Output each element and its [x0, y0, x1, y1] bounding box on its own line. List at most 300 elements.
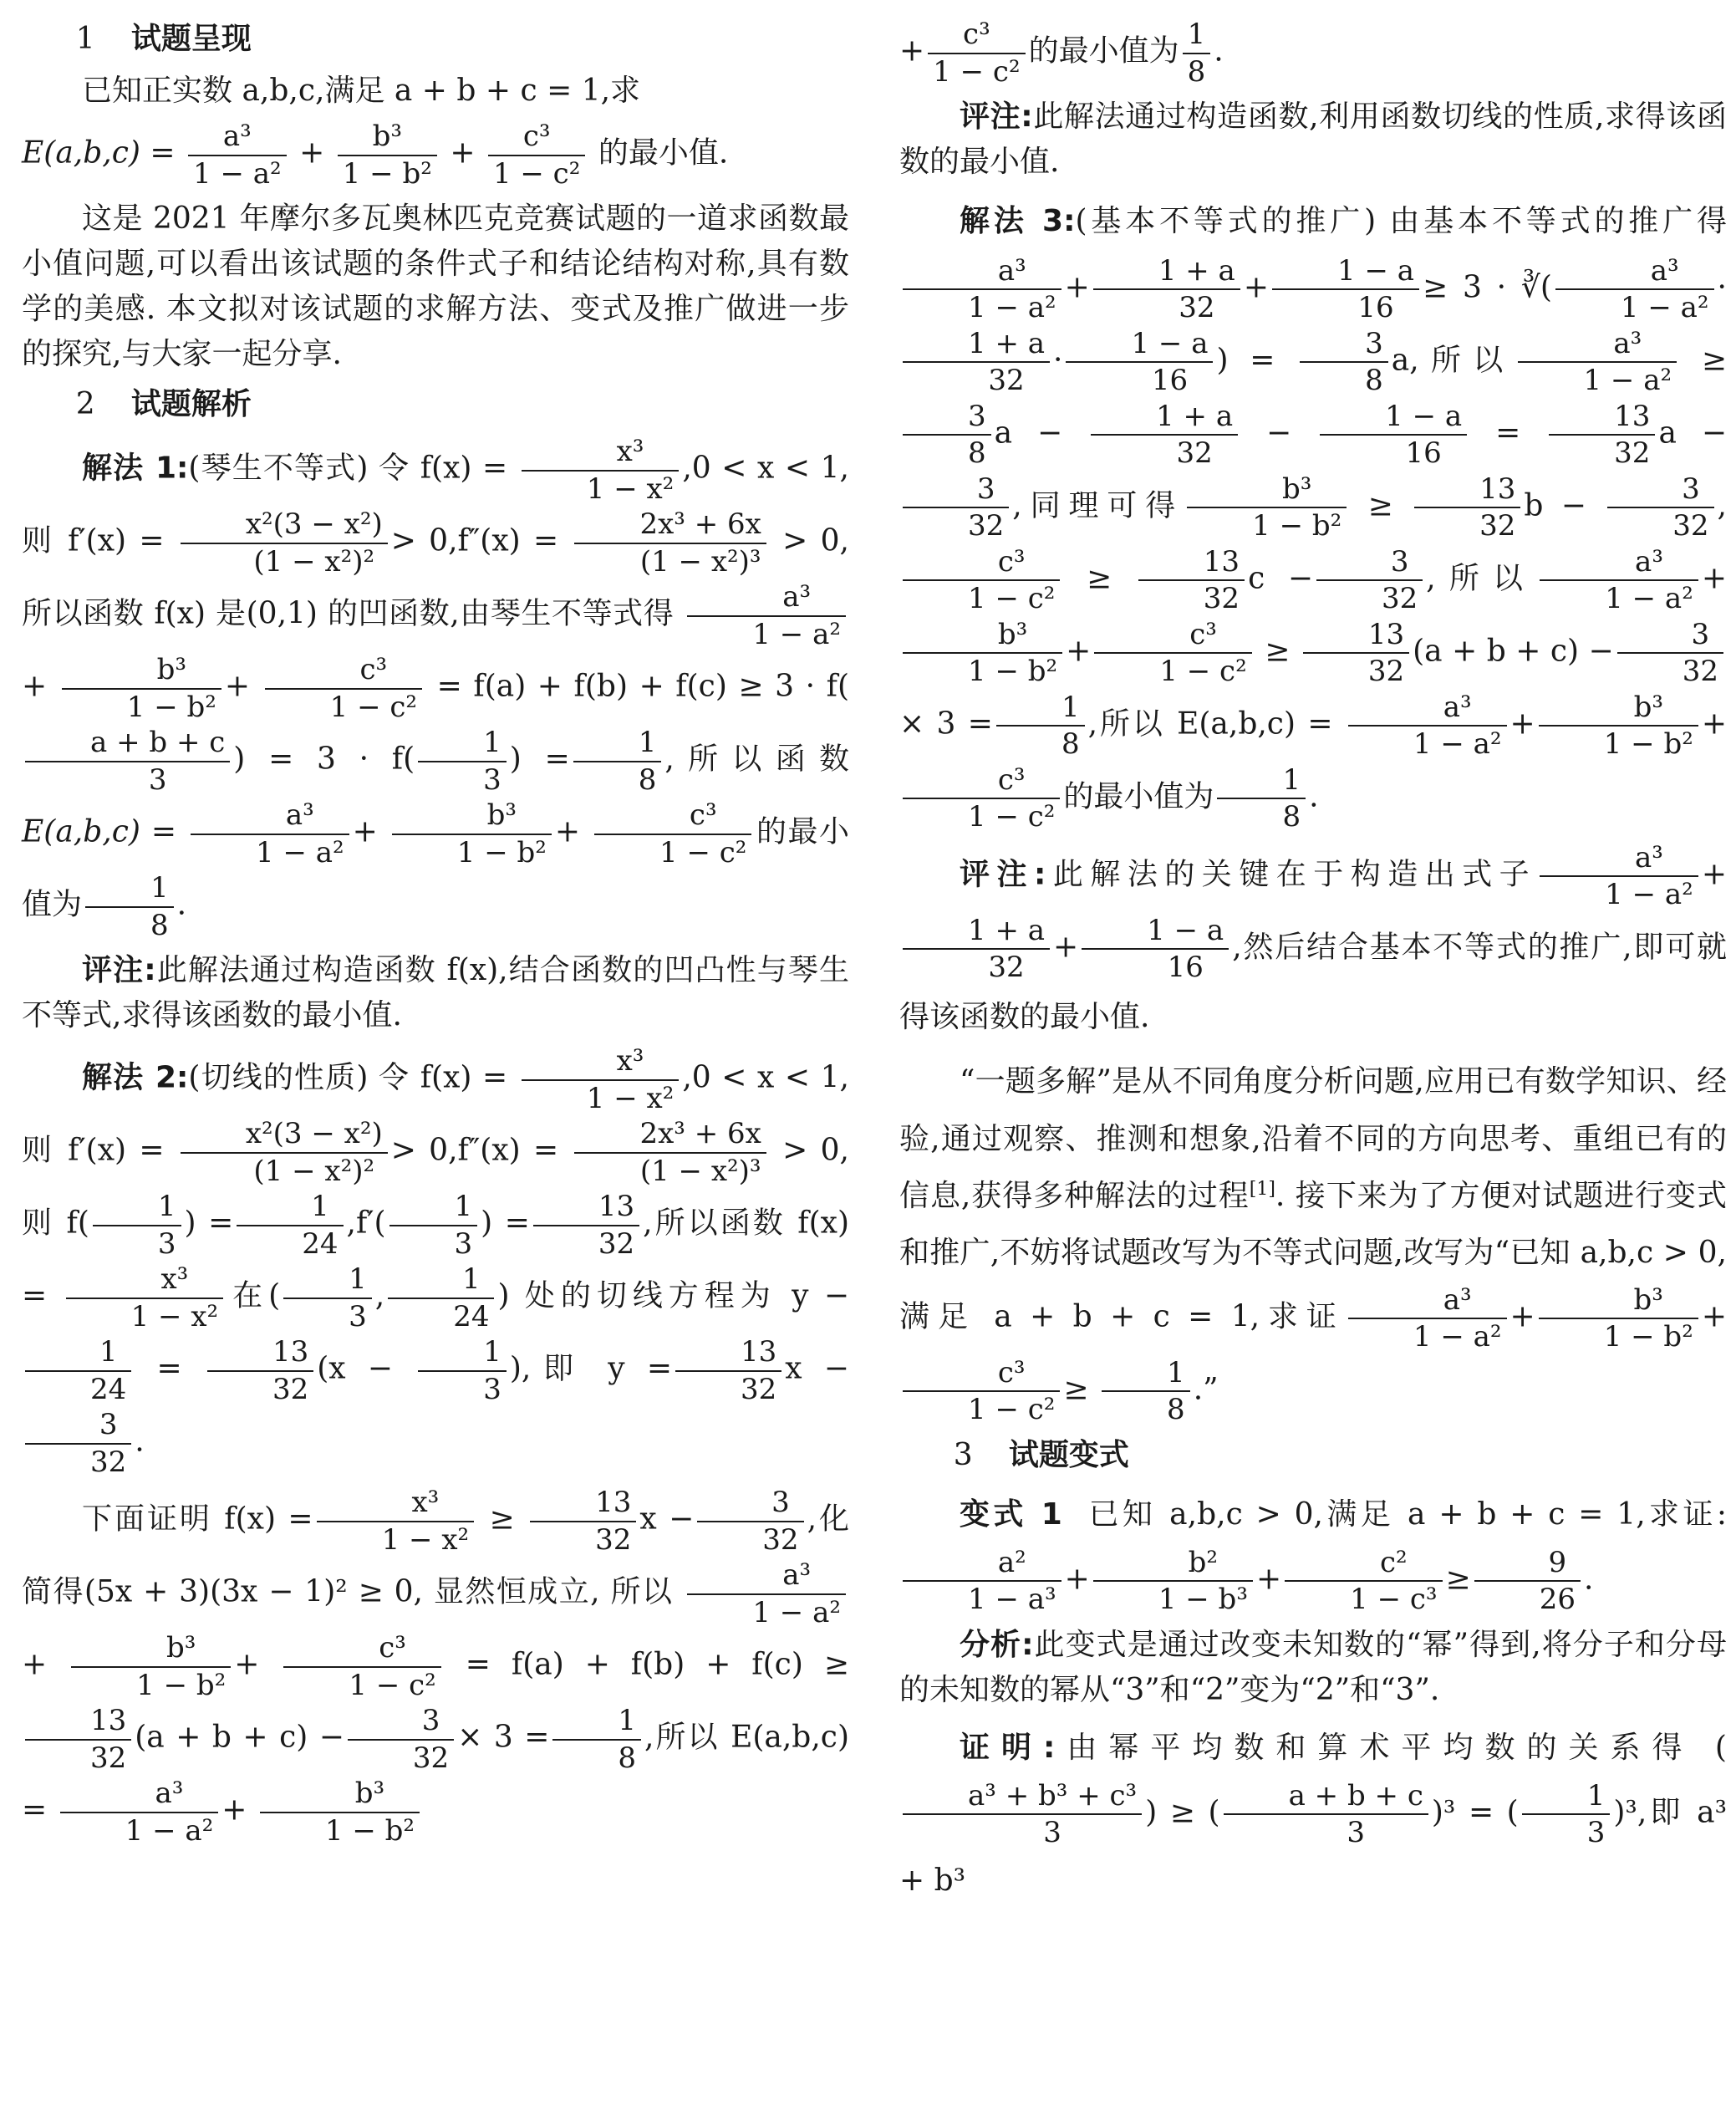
math-fraction — [71, 1630, 231, 1703]
text-fragment: 8 — [618, 1741, 637, 1775]
text-fragment: b³ — [62, 652, 221, 690]
text-fragment: 解法 3: — [960, 204, 1076, 238]
text-fragment: 3 — [157, 1226, 176, 1261]
text-fragment: 32 — [968, 509, 1005, 543]
math-fraction — [348, 1703, 454, 1776]
text-fragment: 变式 1 — [960, 1496, 1062, 1532]
text-fragment: + — [1701, 857, 1727, 892]
text-fragment: 32 — [412, 1741, 450, 1775]
math-fraction — [62, 652, 221, 725]
right-column — [899, 12, 1727, 1916]
text-fragment: 1 − c² — [933, 54, 1021, 89]
text-fragment: b − — [1524, 488, 1586, 523]
text-fragment: 1 − c² — [659, 835, 747, 869]
text-fragment: c³ — [594, 798, 751, 835]
text-fragment: 1 − a — [1272, 253, 1419, 291]
text-fragment: 13 — [207, 1334, 313, 1372]
problem-statement: 已知正实数 a,b,c,满足 a + b + c = 1,求 — [82, 74, 641, 108]
text-fragment: 8 — [150, 908, 169, 942]
text-fragment: . 接下来为了方便对试题进行变式和推广,不妨将试题改写为不等式问题,改写为“已知 a,b,c > 0,满足 a + b + c = 1,求证 — [899, 1178, 1727, 1334]
text-fragment: 13 — [1138, 544, 1245, 582]
math-fraction — [1522, 1778, 1611, 1851]
text-fragment: 8 — [1365, 364, 1383, 398]
text-fragment: 1 — [1217, 762, 1306, 800]
text-fragment: ,所以函数 — [664, 742, 849, 777]
text-fragment: + — [1509, 706, 1535, 742]
text-fragment: 2x³ + 6x — [574, 1116, 766, 1154]
comment-3 — [899, 840, 1727, 1049]
text-fragment: a − — [994, 416, 1063, 451]
math-fraction — [552, 1703, 641, 1776]
text-fragment: a³ — [1518, 326, 1677, 364]
text-fragment: 32 — [272, 1372, 309, 1406]
text-fragment: 的最小值为 — [22, 814, 849, 922]
text-fragment: a³ — [1540, 544, 1698, 582]
text-fragment: ∛ — [1520, 270, 1540, 305]
math-fraction — [25, 1334, 131, 1407]
text-fragment: 1 − b³ — [1158, 1583, 1248, 1617]
text-fragment: ,化简得(5x + 3)(3x − 1)² ≥ 0, 显然恒成立, 所以 — [22, 1502, 849, 1609]
text-fragment: 13 — [675, 1334, 781, 1372]
text-fragment: > 0,f″(x) = — [390, 1133, 559, 1168]
text-fragment: ) 处的切线方程为 y − — [497, 1278, 850, 1313]
text-fragment: 32 — [1176, 436, 1213, 471]
text-fragment: b³ — [71, 1630, 231, 1668]
text-fragment: (1 − x²)³ — [639, 1154, 761, 1188]
text-fragment: 1 — [1522, 1778, 1611, 1816]
text-fragment: 32 — [598, 1226, 635, 1261]
section-heading-3 — [899, 1433, 1727, 1478]
math-fraction — [283, 1262, 372, 1334]
text-fragment: + — [22, 1647, 48, 1682]
math-fraction — [903, 762, 1060, 835]
text-fragment: b² — [1093, 1545, 1253, 1583]
text-fragment: 9 — [1474, 1545, 1581, 1583]
text-fragment: 1 − c³ — [1350, 1583, 1438, 1617]
text-fragment: ,所以 — [1426, 561, 1537, 596]
text-fragment: 1 − x² — [586, 1081, 675, 1115]
math-fraction — [903, 399, 991, 472]
text-fragment: 1 − a² — [1413, 1320, 1502, 1354]
math-fraction — [1316, 544, 1423, 617]
text-fragment: 1 − b² — [456, 835, 547, 869]
math-fraction — [1094, 617, 1251, 690]
text-fragment: ,所以 E(a,b,c) = — [1087, 706, 1333, 742]
text-fragment: 证明: — [960, 1730, 1056, 1765]
text-fragment: c − — [1248, 561, 1313, 596]
text-fragment: 1 — [283, 1262, 372, 1299]
text-fragment: a³ — [1348, 1282, 1507, 1320]
math-fraction — [1414, 472, 1520, 544]
text-fragment: 2 — [75, 387, 95, 421]
math-fraction — [903, 472, 1009, 544]
text-fragment: > 0,所以函数 f(x) 是(0,1) 的凹函数,由琴生不等式得 — [22, 523, 849, 631]
text-fragment: ) = — [481, 1206, 530, 1241]
math-fraction — [1272, 253, 1419, 326]
text-fragment: 16 — [1167, 951, 1204, 985]
text-fragment: 32 — [1382, 582, 1418, 616]
text-fragment: 1 − c² — [492, 156, 581, 191]
text-fragment: 3 — [483, 762, 501, 797]
text-fragment: 1 − a² — [1413, 727, 1502, 762]
text-fragment: x − — [785, 1351, 849, 1386]
text-fragment: b³ — [1539, 690, 1698, 727]
text-fragment: + — [234, 1647, 260, 1682]
math-fraction — [903, 1355, 1060, 1428]
math-fraction — [418, 1334, 507, 1407]
text-fragment: 1 − b² — [968, 655, 1058, 689]
text-fragment: 1 — [85, 870, 174, 908]
solution-3: 解法 3:(基本不等式的推广) 由基本不等式的推广得 $\frac{\text{a³}}{\text{1 − a²}}$ + $\frac{1 + a}{32}$ + $\frac{1 - a}{16}$ ≥ 3 · ∛( $\frac{\text{a³}}{\text{1 − a²}}$ · $\frac{1 + a}{32}$ · $\frac{1 - a}{16}$ ) = $\frac{3}{8}$ a,所以 $\frac{\text{a³}}{\text{1 − a²}}$ ≥ $\frac{3}{8}$ a − $\frac{1 + a}{32}$ − $\frac{1 - a}{16}$ = $\frac{13}{32}$ a − $\frac{3}{32}$ ,同理可得 $\frac{\text{b³}}{\text{1 − b²}}$ ≥ $\frac{13}{32}$ b − $\frac{3}{32}$ , $\frac{\text{c³}}{\text{1 − c²}}$ ≥ $\frac{13}{32}$ c − $\frac{3}{32}$ ,所以 $\frac{\text{a³}}{\text{1 − a²}}$ + $\frac{\text{b³}}{\text{1 − b²}}$ + $\frac{\text{c³}}{\text{1 − c²}}$ ≥ $\frac{13}{32}$ (a + b + c) − $\frac{3}{32}$ × 3 = $\frac{1}{8}$ ,所以 E(a,b,c) = $\frac{\text{a³}}{\text{1 − a²}}$ + $\frac{\text{b³}}{\text{1 − b²}}$ + $\frac{\text{c³}}{\text{1 − c²}}$ 的最小值为 $\frac{1}{8}$ . — [899, 204, 1728, 834]
text-fragment: 试题变式 — [1008, 1437, 1129, 1472]
text-fragment: + — [554, 814, 581, 849]
text-fragment: 此解法通过构造函数 f(x),结合函数的凹凸性与琴生不等式,求得该函数的最小值. — [22, 953, 849, 1032]
text-fragment: + — [221, 1792, 247, 1828]
text-fragment: a + b + c — [1224, 1778, 1428, 1816]
text-fragment: b³ — [260, 1776, 420, 1813]
text-fragment: c³ — [1094, 617, 1251, 655]
problem-expression — [22, 119, 849, 191]
text-fragment: 3 — [697, 1485, 803, 1522]
math-fraction — [1348, 690, 1507, 762]
text-fragment: 13 — [25, 1703, 131, 1741]
text-fragment: + — [1064, 1562, 1090, 1597]
text-fragment: a³ + b³ + c³ — [903, 1778, 1142, 1816]
text-fragment: E(a,b,c) = — [22, 814, 177, 849]
text-fragment: 由幂平均数和算术平均数的关系得 — [1055, 1730, 1694, 1765]
text-fragment: (a + b + c) − — [135, 1720, 344, 1755]
math-fraction — [574, 1116, 766, 1189]
text-fragment: 3 — [454, 1226, 473, 1261]
math-fraction — [1217, 762, 1306, 835]
text-fragment: 32 — [1682, 655, 1718, 689]
math-fraction — [1518, 326, 1677, 399]
text-fragment: + — [450, 135, 476, 171]
text-fragment: (1 − x²)² — [253, 1154, 375, 1188]
text-fragment: a³ — [188, 119, 287, 156]
text-fragment: (a + b + c) − — [1413, 634, 1614, 669]
math-fraction — [1093, 1545, 1253, 1618]
text-fragment: a − — [1658, 416, 1727, 451]
text-fragment: c³ — [283, 1630, 440, 1668]
text-fragment: 1 — [237, 1189, 343, 1226]
text-fragment: 13 — [533, 1189, 639, 1226]
text-fragment: (1 − x²)² — [253, 544, 375, 579]
text-fragment: 此解法通过构造函数,利用函数切线的性质,求得该函数的最小值. — [899, 99, 1727, 179]
solution-2-proof: 下面证明 f(x) = $\frac{\text{x³}}{\text{1 − x²}}$ ≥ $\frac{13}{32}$ x − $\frac{3}{32}$ ,化简得(5x + 3)(3x − 1)² ≥ 0, 显然恒成立, 所以 $\frac{\text{a³}}{\text{1 − a²}}$ + $\frac{\text{b³}}{\text{1 − b²}}$ + $\frac{\text{c³}}{\text{1 − c²}}$ = f(a) + f(b) + f(c) ≥ $\frac{13}{32}$ (a + b + c) − $\frac{3}{32}$ × 3 = $\frac{1}{8}$ ,所以 E(a,b,c) = $\frac{\text{a³}}{\text{1 − a²}}$ + $\frac{\text{b³}}{\text{1 − b²}}$ — [22, 1486, 849, 1848]
text-fragment: ≥ — [1063, 1372, 1089, 1407]
text-fragment: 1 − c² — [1159, 655, 1247, 689]
math-fraction — [1320, 399, 1467, 472]
text-fragment: x³ — [522, 434, 680, 472]
text-fragment: 下面证明 f(x) = — [82, 1502, 313, 1537]
solution-1: 解法 1:(琴生不等式) 令 f(x) = $\frac{\text{x³}}{\text{1 − x²}}$ ,0 < x < 1,则 f′(x) = $\frac{\text{x²(3 − x²)}}{\text{(1 − x²)²}}$ > 0,f″(x) = $\frac{\text{2x³ + 6x}}{\text{(1 − x²)³}}$ > 0,所以函数 f(x) 是(0,1) 的凹函数,由琴生不等式得 $\frac{\text{a³}}{\text{1 − a²}}$ + $\frac{\text{b³}}{\text{1 − b²}}$ + $\frac{\text{c³}}{\text{1 − c²}}$ = f(a) + f(b) + f(c) ≥ 3 · f( $\frac{a + b + c}{3}$ ) = 3 · f( $\frac{1}{3}$ ) = $\frac{1}{8}$ ,所以函数 E(a,b,c) = $\frac{\text{a³}}{\text{1 − a²}}$ + $\frac{\text{b³}}{\text{1 − b²}}$ + $\frac{\text{c³}}{\text{1 − c²}}$ 的最小值为 $\frac{1}{8}$ . — [22, 435, 850, 942]
text-fragment: 3 — [953, 1437, 973, 1472]
text-fragment: 1 — [389, 1189, 478, 1226]
math-fraction — [392, 798, 552, 870]
text-fragment: 此变式是通过改变未知数的“幂”得到,将分子和分母的未知数的幂从“3”和“2”变为“2”和“3”. — [899, 1627, 1727, 1707]
math-fraction — [1224, 1778, 1428, 1851]
text-fragment: 1 — [25, 1334, 131, 1372]
text-fragment: a³ — [687, 1558, 846, 1595]
proof-paragraph: 证明:由幂平均数和算术平均数的关系得 ( $\frac{\text{a³ + b³ + c³}}{3}$ ) ≥ ( $\frac{a + b + c}{3}$ )³ = ( $\frac{1}{3}$ )³,即 a³ + b³ — [899, 1730, 1727, 1898]
math-fraction — [260, 1776, 420, 1848]
text-fragment: 1 + a — [1091, 399, 1238, 436]
math-fraction — [317, 1485, 475, 1558]
text-fragment: + — [1701, 561, 1727, 596]
text-fragment: (x − — [317, 1351, 393, 1386]
math-fraction — [522, 434, 680, 507]
text-fragment: > 0,则 f( — [22, 1133, 849, 1241]
text-fragment: 16 — [1357, 291, 1394, 325]
text-fragment: 32 — [1672, 509, 1709, 543]
text-fragment: c² — [1285, 1545, 1442, 1583]
text-fragment: 此解法的关键在于构造出式子 — [1046, 857, 1537, 892]
math-fraction — [389, 1189, 478, 1262]
text-fragment: 13 — [1414, 472, 1520, 509]
math-fraction — [25, 1703, 131, 1776]
text-fragment: c³ — [265, 652, 422, 690]
text-fragment: 1 − a² — [256, 835, 344, 869]
math-fraction — [1539, 690, 1698, 762]
text-fragment: 8 — [1061, 727, 1080, 762]
analysis-paragraph — [899, 1623, 1727, 1713]
text-fragment: ,所以 E(a,b,c) = — [22, 1720, 849, 1828]
text-fragment: c³ — [903, 762, 1060, 800]
text-fragment: b³ — [338, 119, 437, 156]
text-fragment: 8 — [1167, 1393, 1185, 1427]
text-fragment: ,同理可得 — [1012, 488, 1184, 523]
text-fragment: (1 − x²)³ — [639, 544, 761, 579]
math-fraction — [188, 119, 287, 191]
text-fragment: 1 − c² — [968, 1393, 1056, 1427]
variant-1: 变式 1 已知 a,b,c > 0,满足 a + b + c = 1,求证: $\frac{\text{a²}}{\text{1 − a³}}$ + $\frac{\text{b²}}{\text{1 − b³}}$ + $\frac{\text{c²}}{\text{1 − c³}}$ ≥ $\frac{9}{26}$ . — [899, 1485, 1727, 1618]
text-fragment: 24 — [453, 1299, 490, 1333]
text-fragment: 1 — [418, 725, 507, 762]
text-fragment: 32 — [595, 1522, 632, 1557]
text-fragment: 评注: — [82, 953, 156, 987]
math-fraction — [675, 1334, 781, 1407]
math-fraction — [1066, 326, 1213, 399]
text-fragment: 24 — [302, 1226, 339, 1261]
math-fraction — [1474, 1545, 1581, 1618]
comment-2 — [899, 94, 1727, 185]
math-fraction — [903, 1778, 1142, 1851]
text-fragment: a + b + c — [25, 725, 230, 762]
math-fraction — [903, 326, 1050, 399]
math-fraction — [574, 507, 766, 579]
text-fragment: 的最小值为 — [1063, 779, 1214, 814]
math-fraction — [533, 1189, 639, 1262]
text-fragment: c³ — [488, 119, 585, 156]
text-fragment: 32 — [90, 1741, 127, 1775]
text-fragment: 1 − a³ — [968, 1583, 1056, 1617]
text-fragment: 评注: — [960, 99, 1033, 134]
text-fragment: × 3 = — [899, 706, 993, 742]
math-fraction — [1187, 472, 1347, 544]
text-fragment: b³ — [1187, 472, 1347, 509]
text-fragment: ) = — [509, 742, 570, 777]
text-fragment: b³ — [1539, 1282, 1698, 1320]
math-fraction — [530, 1485, 636, 1558]
text-fragment: 3 — [1300, 326, 1388, 364]
text-fragment: x²(3 − x²) — [181, 1116, 388, 1154]
text-fragment: 32 — [762, 1522, 799, 1557]
math-fraction — [687, 1558, 846, 1630]
text-fragment: 13 — [1549, 399, 1655, 436]
math-fraction — [1348, 1282, 1507, 1355]
text-fragment: 1 − c² — [968, 800, 1056, 834]
text-fragment: 13 — [530, 1485, 636, 1522]
text-fragment: 1 — [1183, 17, 1211, 54]
text-fragment: 2x³ + 6x — [574, 507, 766, 544]
text-fragment: 分析: — [960, 1627, 1034, 1662]
text-fragment: 1 − x² — [130, 1299, 219, 1333]
math-fraction — [25, 1407, 131, 1480]
text-fragment: 3 — [348, 1703, 454, 1741]
text-fragment: 1 − a² — [193, 156, 282, 191]
text-fragment: 解法 2: — [82, 1060, 189, 1095]
text-fragment: ),即 y = — [509, 1351, 672, 1386]
text-fragment: 3 — [903, 472, 1009, 509]
math-fraction — [522, 1043, 680, 1116]
math-fraction — [418, 725, 507, 798]
math-fraction — [191, 798, 349, 870]
text-fragment: 的最小值. — [598, 135, 729, 171]
text-fragment: 1 — [573, 725, 662, 762]
math-fraction — [1102, 1355, 1190, 1428]
text-fragment: .” — [1193, 1372, 1219, 1407]
math-fraction — [1539, 1282, 1698, 1355]
text-fragment: = f(a) + f(b) + f(c) ≥ 3 · f( — [436, 669, 850, 704]
text-fragment: a³ — [191, 798, 349, 835]
text-fragment: 1 − a² — [1605, 582, 1693, 616]
comment-1 — [22, 948, 849, 1038]
text-fragment: 评注: — [960, 857, 1046, 892]
text-fragment: 1 − x² — [586, 472, 675, 506]
text-fragment: 解法 1: — [82, 451, 189, 486]
math-fraction — [928, 17, 1025, 89]
text-fragment: 1 — [75, 22, 95, 56]
text-fragment: 1 − a² — [968, 291, 1056, 325]
text-fragment: x³ — [317, 1485, 475, 1522]
math-fraction — [1303, 617, 1409, 690]
math-fraction — [1555, 253, 1714, 326]
text-fragment: c³ — [903, 1355, 1060, 1393]
math-fraction — [85, 870, 174, 943]
text-fragment: a³ — [903, 253, 1061, 291]
text-fragment: 1 − b² — [1252, 509, 1342, 543]
math-fraction — [1091, 399, 1238, 472]
text-fragment: a³ — [1555, 253, 1714, 291]
text-fragment: 1 − c² — [968, 582, 1056, 616]
text-fragment: b³ — [392, 798, 552, 835]
text-fragment: (切线的性质) 令 f(x) = — [188, 1060, 508, 1095]
text-fragment: + — [1066, 634, 1092, 669]
text-fragment: 的最小值为 — [1028, 33, 1179, 69]
text-fragment: E(a,b,c) = — [22, 135, 176, 171]
text-fragment: 1 − b² — [342, 156, 432, 191]
text-fragment: a,所以 — [1391, 343, 1515, 378]
math-fraction — [93, 1189, 181, 1262]
text-fragment: 1 — [418, 1334, 507, 1372]
text-fragment: x − — [639, 1502, 695, 1537]
text-fragment: 1 − a — [1320, 399, 1467, 436]
text-fragment: 32 — [1479, 509, 1516, 543]
text-fragment: x³ — [66, 1262, 224, 1299]
text-fragment: 1 − a² — [1620, 291, 1709, 325]
text-fragment: 3 — [25, 1407, 131, 1445]
text-fragment: 3 — [1617, 617, 1723, 655]
citation-ref: [1] — [1249, 1178, 1275, 1200]
text-fragment: 1 + a — [903, 913, 1050, 951]
math-fraction — [181, 507, 388, 579]
discussion-paragraph — [899, 1053, 1727, 1428]
math-fraction — [687, 579, 846, 652]
text-fragment: (琴生不等式) 令 f(x) = — [188, 451, 508, 486]
intro-paragraph: 这是 2021 年摩尔多瓦奥林匹克竞赛试题的一道求函数最小值问题,可以看出该试题的条件式子和结论结构对称,具有数学的美感. 本文拟对该试题的求解方法、变式及推广做进一步的探究,与大家一起分享. — [22, 201, 849, 371]
math-fraction — [1082, 913, 1229, 986]
math-fraction — [265, 652, 422, 725]
text-fragment: 8 — [638, 762, 657, 797]
text-fragment: b³ — [903, 617, 1062, 655]
text-fragment: a² — [903, 1545, 1061, 1583]
text-fragment: + — [299, 135, 325, 171]
text-fragment: 1 − a² — [752, 617, 841, 651]
text-fragment: 32 — [988, 951, 1025, 985]
text-fragment: 1 — [93, 1189, 181, 1226]
left-column — [22, 12, 849, 1853]
math-fraction — [338, 119, 437, 191]
math-fraction — [1617, 617, 1723, 690]
math-fraction — [903, 253, 1061, 326]
text-fragment: + — [1064, 270, 1090, 305]
text-fragment: 1 − x² — [381, 1522, 470, 1557]
math-fraction — [1540, 544, 1698, 617]
text-fragment: a³ — [687, 579, 846, 617]
text-fragment: a³ — [1540, 840, 1698, 878]
text-fragment: a³ — [60, 1776, 219, 1813]
text-fragment: 13 — [1303, 617, 1409, 655]
math-fraction — [25, 725, 230, 798]
text-fragment: + — [1509, 1299, 1535, 1334]
text-fragment: 3 — [483, 1372, 501, 1406]
text-fragment: 1 − a² — [1583, 364, 1672, 398]
text-fragment: 8 — [968, 436, 986, 471]
text-fragment: 1 − a — [1066, 326, 1213, 364]
math-fraction — [66, 1262, 224, 1334]
math-fraction — [1183, 17, 1211, 89]
text-fragment: + — [1053, 930, 1079, 965]
text-fragment: )³ = ( — [1431, 1795, 1519, 1830]
text-fragment: 3 — [1043, 1816, 1061, 1850]
text-fragment: 1 — [552, 1703, 641, 1741]
text-fragment: ) = 3 · f( — [233, 742, 415, 777]
text-fragment: (基本不等式的推广) 由基本不等式的推广得 — [1075, 204, 1727, 238]
text-fragment: 1 − b² — [1603, 727, 1693, 762]
text-fragment: ) ≥ ( — [1145, 1795, 1220, 1830]
math-fraction — [1138, 544, 1245, 617]
text-fragment: 32 — [1367, 655, 1405, 689]
text-fragment: x³ — [522, 1043, 680, 1081]
text-fragment: ≥ 3 · — [1423, 270, 1507, 305]
text-fragment: + — [1701, 1299, 1727, 1334]
text-fragment: 32 — [90, 1445, 127, 1479]
math-fraction — [903, 1545, 1061, 1618]
math-fraction — [1607, 472, 1713, 544]
text-fragment: 3 — [1586, 1816, 1606, 1850]
math-fraction — [181, 1116, 388, 1189]
